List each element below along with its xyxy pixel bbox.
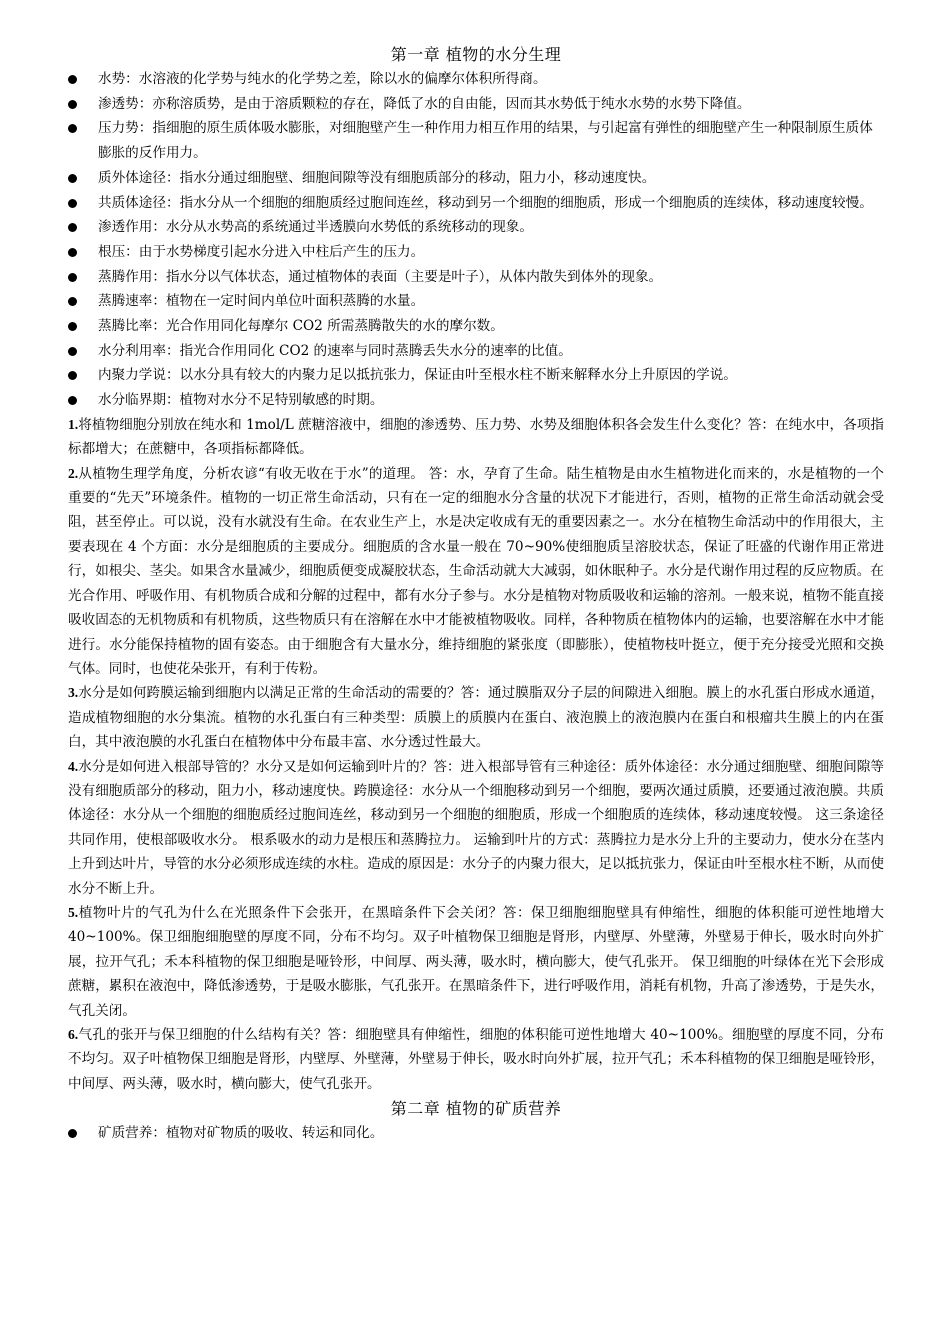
question-number: 1.: [68, 416, 79, 432]
question-number: 2.: [68, 465, 79, 481]
bullet-icon: [68, 1129, 77, 1138]
bullet-icon: [68, 248, 77, 257]
question-answer: [68, 755, 884, 901]
question-number: 6.: [68, 1027, 79, 1042]
question-text: 植物叶片的气孔为什么在光照条件下会张开，在黑暗条件下会关闭？答：保卫细胞细胞壁具有伸缩性，细胞的体积能可逆性地增大 40~100%。保卫细胞细胞壁的厚度不同，分布不均匀。双子叶植物保卫细胞是肾形，内壁厚、外壁薄，外壁易于伸长，吸水时向外扩展，拉开气孔；禾本科植物的保卫细胞是哑铃形，中间厚、两头薄，吸水时，横向膨大，使气孔张开。 保卫细胞的叶绿体在光下会形成蔗糖，累积在液泡中，降低渗透势，于是吸水膨胀，气孔张开。在黑暗条件下，进行呼吸作用，消耗有机物，升高了渗透势，于是失水，气孔关闭。: [68, 904, 884, 1019]
chapter-1-questions: [68, 413, 884, 1096]
bullet-icon: [68, 396, 77, 405]
chapter-2-definitions: [68, 1121, 884, 1146]
definition-text: 水势：水溶液的化学势与纯水的化学势之差，除以水的偏摩尔体积所得商。: [98, 71, 547, 87]
bullet-icon: [68, 371, 77, 380]
bullet-icon: [68, 273, 77, 282]
definition-text: 压力势：指细胞的原生质体吸水膨胀，对细胞壁产生一种作用力相互作用的结果，与引起富有弹性的细胞壁产生一种限制原生质体膨胀的反作用力。: [98, 120, 873, 162]
question-answer: [68, 1023, 884, 1096]
definition-item: [68, 67, 884, 92]
definition-item: [68, 339, 884, 364]
question-answer: [68, 462, 884, 682]
definition-item: [68, 116, 884, 165]
question-number: 3.: [68, 685, 79, 701]
bullet-icon: [68, 100, 77, 109]
definition-text: 水分利用率：指光合作用同化 CO2 的速率与同时蒸腾丢失水分的速率的比值。: [98, 342, 572, 359]
bullet-icon: [68, 223, 77, 232]
chapter-1-definitions: [68, 67, 884, 413]
definition-text: 渗透势：亦称溶质势，是由于溶质颗粒的存在，降低了水的自由能，因而其水势低于纯水水势的水势下降值。: [98, 95, 751, 112]
bullet-icon: [68, 199, 77, 208]
definition-text: 质外体途径：指水分通过细胞壁、细胞间隙等没有细胞质部分的移动，阻力小，移动速度快。: [98, 169, 656, 186]
question-text: 从植物生理学角度，分析农谚“有收无收在于水”的道理。 答：水，孕育了生命。陆生植物是由水生植物进化而来的，水是植物的一个重要的“先天”环境条件。植物的一切正常生命活动，只有在一定的细胞水分含量的状况下才能进行，否则，植物的正常生命活动就会受阻，甚至停止。可以说，没有水就没有生命。在农业生产上，水是决定收成有无的重要因素之一。水分在植物生命活动中的作用很大，主要表现在 4 个方面：水分是细胞质的主要成分。细胞质的含水量一般在 70~90%使细胞质呈溶胶状态，保证了旺盛的代谢作用正常进行，如根尖、茎尖。如果含水量减少，细胞质便变成凝胶状态，生命活动就大大减弱，如休眠种子。水分是代谢作用过程的反应物质。在光合作用、呼吸作用、有机物质合成和分解的过程中，都有水分子参与。水分是植物对物质吸收和运输的溶剂。一般来说，植物不能直接吸收固态的无机物质和有机物质，这些物质只有在溶解在水中才能被植物吸收。同样，各种物质在植物体内的运输，也要溶解在水中才能进行。水分能保持植物的固有姿态。由于细胞含有大量水分，维持细胞的紧张度（即膨胀），使植物枝叶挺立，便于充分接受光照和交换气体。同时，也使花朵张开，有利于传粉。: [68, 465, 884, 677]
question-text: 水分是如何跨膜运输到细胞内以满足正常的生命活动的需要的？答：通过膜脂双分子层的间隙进入细胞。膜上的水孔蛋白形成水通道，造成植物细胞的水分集流。植物的水孔蛋白有三种类型：质膜上的质膜内在蛋白、液泡膜上的液泡膜内在蛋白和根瘤共生膜上的内在蛋白，其中液泡膜的水孔蛋白在植物体中分布最丰富、水分透过性最大。: [68, 685, 884, 751]
definition-text: 矿质营养：植物对矿物质的吸收、转运和同化。: [98, 1125, 384, 1142]
definition-item: [68, 92, 884, 117]
question-number: 5.: [68, 904, 79, 920]
definition-item: [68, 215, 884, 240]
definition-item: [68, 314, 884, 339]
bullet-icon: [68, 124, 77, 133]
question-text: 将植物细胞分别放在纯水和 1mol/L 蔗糖溶液中，细胞的渗透势、压力势、水势及细胞体积各会发生什么变化？答：在纯水中，各项指标都增大；在蔗糖中，各项指标都降低。: [68, 416, 884, 458]
question-answer: [68, 901, 884, 1023]
bullet-icon: [68, 297, 77, 306]
definition-text: 蒸腾比率：光合作用同化每摩尔 CO2 所需蒸腾散失的水的摩尔数。: [98, 318, 504, 335]
definition-item: [68, 166, 884, 191]
document-page: [68, 42, 884, 1146]
bullet-icon: [68, 347, 77, 356]
bullet-icon: [68, 322, 77, 331]
definition-text: 蒸腾作用：指水分以气体状态，通过植物体的表面（主要是叶子），从体内散失到体外的现象。: [98, 268, 663, 285]
chapter-2-title: 第二章 植物的矿质营养: [390, 1099, 562, 1119]
definition-text: 渗透作用：水分从水势高的系统通过半透膜向水势低的系统移动的现象。: [98, 219, 533, 236]
question-text: 水分是如何进入根部导管的？水分又是如何运输到叶片的？答：进入根部导管有三种途径：质外体途径：水分通过细胞壁、细胞间隙等没有细胞质部分的移动，阻力小，移动速度快。跨膜途径：水分从一个细胞移动到另一个细胞，要两次通过质膜，还要通过液泡膜。共质体途径：水分从一个细胞的细胞质经过胞间连丝，移动到另一个细胞的细胞质，形成一个细胞质的连续体，移动速度较慢。 这三条途径共同作用，使根部吸收水分。 根系吸水的动力是根压和蒸腾拉力。 运输到叶片的方式：蒸腾拉力是水分上升的主要动力，使水分在茎内上升到达叶片，导管的水分必须形成连续的水柱。造成的原因是：水分子的内聚力很大，足以抵抗张力，保证由叶至根水柱不断，从而使水分不断上升。: [68, 758, 884, 897]
definition-text: 根压：由于水势梯度引起水分进入中柱后产生的压力。: [98, 243, 425, 260]
question-answer: [68, 681, 884, 754]
definition-item: [68, 240, 884, 265]
definition-item: [68, 1121, 884, 1146]
question-answer: [68, 413, 884, 462]
question-number: 4.: [68, 758, 79, 774]
definition-text: 共质体途径：指水分从一个细胞的细胞质经过胞间连丝，移动到另一个细胞的细胞质，形成一个细胞质的连续体，移动速度较慢。: [98, 194, 873, 211]
definition-item: [68, 265, 884, 290]
definition-item: [68, 191, 884, 216]
definition-text: 蒸腾速率：植物在一定时间内单位叶面积蒸腾的水量。: [98, 293, 425, 310]
chapter-1-title: 第一章 植物的水分生理: [390, 45, 562, 64]
definition-text: 内聚力学说：以水分具有较大的内聚力足以抵抗张力，保证由叶至根水柱不断来解释水分上升原因的学说。: [98, 367, 737, 384]
question-text: 气孔的张开与保卫细胞的什么结构有关？答：细胞壁具有伸缩性，细胞的体积能可逆性地增大 40~100%。细胞壁的厚度不同，分布不均匀。双子叶植物保卫细胞是肾形，内壁厚、外壁薄，外壁易于伸长，吸水时向外扩展，拉开气孔；禾本科植物的保卫细胞是哑铃形，中间厚、两头薄，吸水时，横向膨大，使气孔张开。: [68, 1027, 884, 1092]
definition-text: 水分临界期：植物对水分不足特别敏感的时期。: [98, 392, 384, 409]
definition-item: [68, 388, 884, 413]
bullet-icon: [68, 75, 77, 84]
definition-item: [68, 289, 884, 314]
bullet-icon: [68, 174, 77, 183]
definition-item: [68, 363, 884, 388]
